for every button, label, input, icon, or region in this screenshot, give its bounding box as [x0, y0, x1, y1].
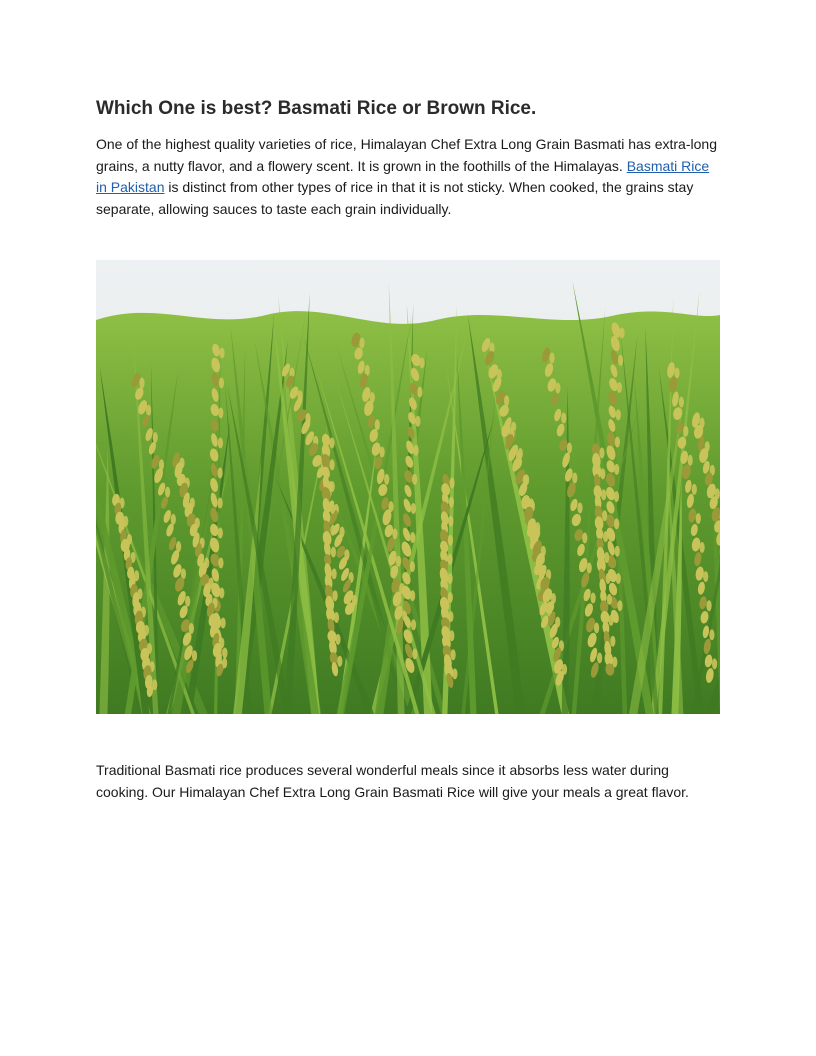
- rice-grain: [218, 498, 223, 509]
- rice-grain: [615, 546, 620, 557]
- rice-grain: [600, 468, 605, 479]
- rice-grain: [219, 588, 224, 599]
- closing-paragraph: Traditional Basmati rice produces several wonderful meals since it absorbs less water during cooking. Our Himalayan Chef Extra Long Grain Basmati Rice will give your meals a great flavor.: [96, 762, 689, 800]
- rice-grain: [153, 432, 158, 443]
- rice-grain: [614, 491, 619, 502]
- rice-grain: [359, 338, 364, 349]
- intro-text-after-link: is distinct from other types of rice in that it is not sticky. When cooked, the grains stay separate, allowing sauces to taste each grain individually.: [96, 179, 694, 217]
- rice-grain: [504, 395, 509, 406]
- rice-grain: [411, 503, 416, 514]
- rice-grain: [192, 650, 197, 661]
- basmati-rice-pakistan-link[interactable]: Basmati Rice in Pakistan: [96, 157, 710, 195]
- rice-grain: [415, 416, 420, 427]
- rice-grain: [417, 387, 422, 398]
- rice-grain: [561, 413, 566, 424]
- rice-grain: [171, 514, 176, 525]
- rice-grain: [572, 473, 577, 484]
- rice-grain: [448, 554, 453, 565]
- rice-grain: [619, 328, 624, 339]
- rice-grain: [582, 533, 587, 544]
- rice-grain: [614, 518, 619, 529]
- rice-grain: [683, 426, 688, 437]
- rice-grain: [709, 629, 714, 640]
- rice-grain: [329, 438, 334, 449]
- rice-grain: [617, 600, 622, 611]
- rice-field-photo: [96, 260, 720, 714]
- rice-grain: [331, 547, 336, 558]
- rice-grain: [700, 542, 705, 553]
- rice-grain: [602, 510, 607, 521]
- rice-grain: [615, 437, 620, 448]
- rice-grain: [451, 649, 456, 660]
- rice-grain: [330, 525, 335, 536]
- rice-grain: [448, 535, 453, 546]
- rice-grain: [146, 405, 151, 416]
- rice-grain: [618, 355, 623, 366]
- rice-grain: [549, 353, 554, 364]
- rice-grain: [330, 503, 335, 514]
- rice-grain: [449, 630, 454, 641]
- rice-grain: [452, 668, 457, 679]
- rice-grain: [218, 468, 223, 479]
- rice-grain: [591, 593, 596, 604]
- rice-grain: [333, 590, 338, 601]
- rice-grain: [597, 653, 602, 664]
- rice-grain: [607, 594, 612, 605]
- rice-grain: [412, 474, 417, 485]
- rice-grain: [567, 443, 572, 454]
- rice-grain: [449, 497, 454, 508]
- rice-grain: [139, 378, 144, 389]
- intro-paragraph: [96, 134, 720, 220]
- rice-grain: [594, 623, 599, 634]
- rice-grain: [218, 438, 223, 449]
- rice-grain: [410, 561, 415, 572]
- rice-grain: [165, 487, 170, 498]
- rice-grain: [332, 568, 337, 579]
- rice-grain: [337, 656, 342, 667]
- rice-grain: [410, 590, 415, 601]
- intro-text-before-link: One of the highest quality varieties of rice, Himalayan Chef Extra Long Grain Basmati has extra-long grains, a nutty flavor, and a flowery scent. It is grown in the foothills of the Himalayas.: [96, 136, 717, 174]
- rice-grain: [384, 474, 389, 485]
- rice-grain: [335, 634, 340, 645]
- rice-grain: [577, 503, 582, 514]
- rice-grain: [696, 513, 701, 524]
- rice-grain: [674, 368, 679, 379]
- rice-grain: [605, 573, 610, 584]
- rice-grain: [219, 378, 224, 389]
- rice-grain: [601, 489, 606, 500]
- rice-grain: [448, 516, 453, 527]
- rice-grain: [587, 563, 592, 574]
- rice-grain: [375, 419, 380, 430]
- rice-grain: [448, 611, 453, 622]
- rice-grain: [380, 447, 385, 458]
- rice-grain: [614, 464, 619, 475]
- rice-grain: [412, 648, 417, 659]
- rice-grain: [608, 615, 613, 626]
- rice-grain: [603, 531, 608, 542]
- rice-grain: [555, 383, 560, 394]
- rice-grain: [396, 556, 401, 567]
- rice-grain: [334, 612, 339, 623]
- rice-grain: [706, 600, 711, 611]
- rice-grain: [599, 448, 604, 459]
- rice-grain: [448, 573, 453, 584]
- rice-grain: [218, 528, 223, 539]
- rice-grain: [692, 484, 697, 495]
- rice-grain: [330, 481, 335, 492]
- rice-grain: [688, 455, 693, 466]
- rice-grain: [219, 348, 224, 359]
- rice-grain: [616, 409, 621, 420]
- rice-grain: [221, 618, 226, 629]
- rice-grain: [703, 571, 708, 582]
- rice-grain: [616, 573, 621, 584]
- rice-grain: [410, 532, 415, 543]
- rice-grain: [448, 592, 453, 603]
- article-title: Which One is best? Basmati Rice or Brown Rice.: [96, 98, 537, 119]
- rice-grain: [218, 558, 223, 569]
- rice-grain: [679, 397, 684, 408]
- rice-grain: [610, 636, 615, 647]
- rice-grain: [712, 658, 717, 669]
- rice-grain: [222, 648, 227, 659]
- rice-grain: [449, 478, 454, 489]
- rice-grain: [419, 358, 424, 369]
- rice-grain: [189, 623, 194, 634]
- rice-grain: [617, 382, 622, 393]
- rice-grain: [330, 459, 335, 470]
- rice-grain: [411, 619, 416, 630]
- rice-grain: [414, 445, 419, 456]
- rice-grain: [185, 596, 190, 607]
- rice-grain: [218, 408, 223, 419]
